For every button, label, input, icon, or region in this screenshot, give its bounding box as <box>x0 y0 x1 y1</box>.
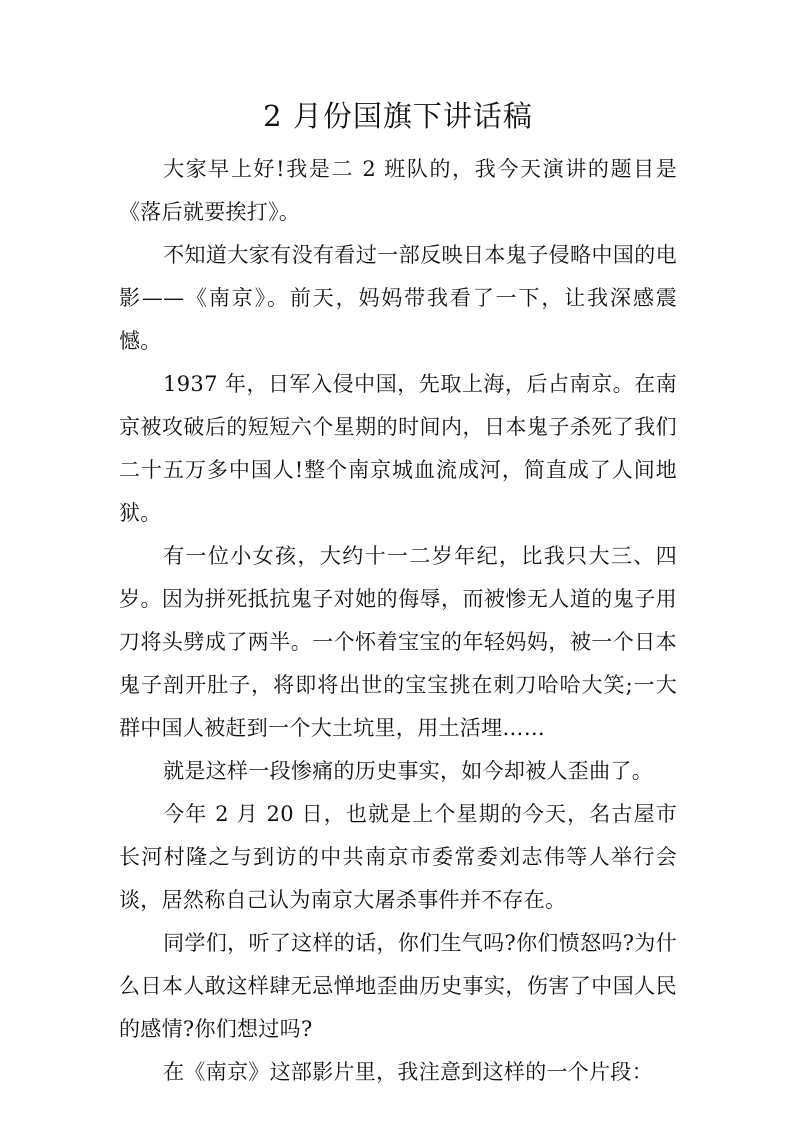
paragraph-atrocities: 有一位小女孩，大约十一二岁年纪，比我只大三、四岁。因为拼死抵抗鬼子对她的侮辱，而被惨无人道的鬼子用刀将头劈成了两半。一个怀着宝宝的年轻妈妈，被一个日本鬼子剖开肚子，将即将出世的宝宝挑在刺刀哈哈大笑;一大群中国人被赶到一个大土坑里，用土活埋…… <box>119 544 677 740</box>
paragraph-movie-intro: 不知道大家有没有看过一部反映日本鬼子侵略中国的电影——《南京》。前天，妈妈带我看了一下，让我深感震憾。 <box>119 243 677 353</box>
paragraph-distortion: 就是这样一段惨痛的历史事实，如今却被人歪曲了。 <box>163 759 653 783</box>
paragraph-questions: 同学们，听了这样的话，你们生气吗?你们愤怒吗?为什么日本人敢这样肆无忌惮地歪曲历史事实，伤害了中国人民的感情?你们想过吗? <box>119 931 677 1041</box>
paragraph-film-segment: 在《南京》这部影片里，我注意到这样的一个片段： <box>163 1060 653 1084</box>
document-title: 2 月份国旗下讲话稿 <box>263 99 533 133</box>
paragraph-greeting: 大家早上好!我是二 2 班队的，我今天演讲的题目是《落后就要挨打》。 <box>119 157 677 224</box>
paragraph-nagoya-mayor: 今年 2 月 20 日，也就是上个星期的今天，名古屋市长河村隆之与到访的中共南京市委常委刘志伟等人举行会谈，居然称自己认为南京大屠杀事件并不存在。 <box>119 802 677 912</box>
paragraph-history-1937: 1937 年，日军入侵中国，先取上海，后占南京。在南京被攻破后的短短六个星期的时间内，日本鬼子杀死了我们二十五万多中国人!整个南京城血流成河，简直成了人间地狱。 <box>119 372 677 525</box>
document-page <box>119 94 677 1094</box>
